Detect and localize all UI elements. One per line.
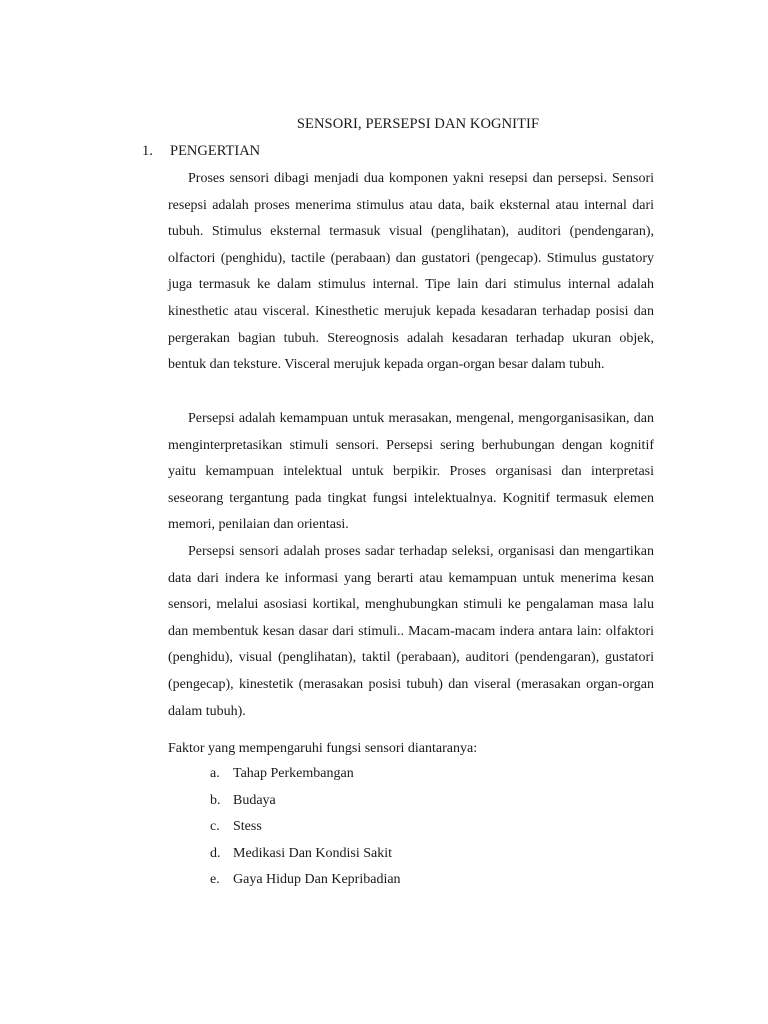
section-heading-text: PENGERTIAN	[170, 143, 261, 159]
list-item	[210, 788, 401, 815]
list-item	[210, 761, 401, 788]
factor-list	[210, 761, 401, 894]
list-item-text: Budaya	[233, 792, 276, 808]
paragraph-sensori: Proses sensori dibagi menjadi dua komponen yakni resepsi dan persepsi. Sensori resepsi adalah proses menerima stimulus atau data, baik eksternal atau internal dari tubuh. Stimulus eksternal termasuk visual (penglihatan), auditori (pendengaran), olfactori (penghidu), tactile (perabaan) dan gustatori (pengecap). Stimulus gustatory juga termasuk ke dalam stimulus internal. Tipe lain dari stimulus internal adalah kinesthetic atau visceral. Kinesthetic merujuk kepada kesadaran terhadap posisi dan pergerakan bagian tubuh. Stereognosis adalah kesadaran terhadap ukuran objek, bentuk dan teksture. Visceral merujuk kepada organ-organ besar dalam tubuh.	[168, 171, 654, 373]
list-item	[210, 814, 401, 841]
section-heading	[142, 143, 260, 160]
list-item-text: Stess	[233, 819, 262, 835]
factors-intro: Faktor yang mempengaruhi fungsi sensori diantaranya:	[168, 741, 478, 756]
document-title: SENSORI, PERSEPSI DAN KOGNITIF	[296, 116, 540, 132]
section-number: 1.	[142, 143, 153, 159]
paragraph-persepsi: Persepsi adalah kemampuan untuk merasakan, mengenal, mengorganisasikan, dan menginterpretasikan stimuli sensori. Persepsi sering berhubungan dengan kognitif yaitu kemampuan intelektual untuk berpikir. Proses organisasi dan interpretasi seseorang tergantung pada tingkat fungsi intelektualnya. Kognitif termasuk elemen memori, penilaian dan orientasi.	[168, 411, 654, 533]
paragraph-persepsi-sensori: Persepsi sensori adalah proses sadar terhadap seleksi, organisasi dan mengartikan data dari indera ke informasi yang berarti atau kemampuan untuk menerima kesan sensori, melalui asosiasi kortikal, menghubungkan stimuli ke pengalaman masa lalu dan membentuk kesan dasar dari stimuli.. Macam-macam indera antara lain: olfaktori (penghidu), visual (penglihatan), taktil (perabaan), auditori (pendengaran), gustatori (pengecap), kinestetik (merasakan posisi tubuh) dan viseral (merasakan organ-organ dalam tubuh).	[168, 544, 654, 719]
list-item-letter: d.	[210, 845, 221, 861]
list-item-letter: c.	[210, 819, 220, 835]
list-item-letter: e.	[210, 872, 220, 888]
list-item-text: Medikasi Dan Kondisi Sakit	[233, 845, 393, 861]
list-item	[210, 841, 401, 868]
list-item	[210, 867, 401, 894]
list-item-letter: a.	[210, 766, 220, 781]
list-item-letter: b.	[210, 792, 221, 808]
list-item-text: Tahap Perkembangan	[233, 766, 354, 781]
list-item-text: Gaya Hidup Dan Kepribadian	[233, 872, 401, 888]
